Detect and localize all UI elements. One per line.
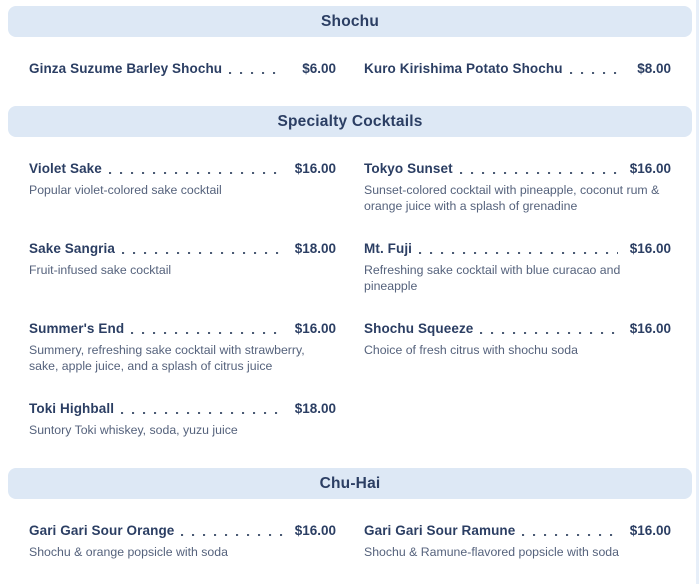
section-header-shochu	[8, 6, 692, 37]
item-name: Kuro Kirishima Potato Shochu	[364, 61, 563, 76]
section-title: Shochu	[320, 12, 380, 30]
dot-leader	[570, 72, 618, 74]
item-description: Shochu & Ramune-flavored popsicle with soda	[364, 545, 619, 559]
menu-item	[364, 241, 671, 294]
item-name: Tokyo Sunset	[364, 161, 453, 176]
section-header-specialty-cocktails	[8, 106, 692, 137]
dot-leader	[122, 252, 283, 254]
menu-item	[29, 321, 336, 374]
item-price: $18.00	[294, 241, 336, 256]
section-content	[8, 61, 692, 76]
item-name: Gari Gari Sour Orange	[29, 523, 175, 538]
menu-item	[29, 401, 336, 438]
menu-item	[364, 321, 671, 358]
section-content	[8, 161, 692, 438]
item-description: Shochu & orange popsicle with soda	[29, 545, 228, 559]
section-content	[8, 523, 692, 560]
section-specialty-cocktails	[8, 106, 692, 438]
menu-item	[29, 523, 336, 560]
item-name: Shochu Squeeze	[364, 321, 474, 336]
dot-leader	[109, 172, 283, 174]
dot-leader	[419, 252, 618, 254]
item-name: Mt. Fuji	[364, 241, 413, 256]
item-name: Gari Gari Sour Ramune	[364, 523, 516, 538]
dot-leader	[229, 72, 283, 74]
item-name: Toki Highball	[29, 401, 115, 416]
item-price: $8.00	[637, 61, 671, 76]
item-price: $16.00	[294, 321, 336, 336]
dot-leader	[480, 332, 618, 334]
section-chu-hai	[8, 468, 692, 560]
dot-leader	[181, 534, 283, 536]
dot-leader	[522, 534, 618, 536]
item-name: Sake Sangria	[29, 241, 115, 256]
item-description: Suntory Toki whiskey, soda, yuzu juice	[29, 423, 238, 437]
dot-leader	[121, 412, 283, 414]
menu-item	[29, 61, 336, 76]
item-price: $16.00	[629, 523, 671, 538]
item-description: Sunset-colored cocktail with pineapple, coconut rum & orange juice with a splash of grenadine	[364, 183, 660, 213]
item-description: Summery, refreshing sake cocktail with strawberry, sake, apple juice, and a splash of citrus juice	[29, 343, 305, 373]
item-description: Choice of fresh citrus with shochu soda	[364, 343, 578, 357]
menu-item	[364, 161, 671, 214]
menu-item	[29, 241, 336, 278]
dot-leader	[460, 172, 618, 174]
page-right-edge	[696, 0, 699, 584]
item-price: $6.00	[302, 61, 336, 76]
item-description: Fruit-infused sake cocktail	[29, 263, 172, 277]
item-price: $16.00	[294, 161, 336, 176]
item-price: $16.00	[629, 241, 671, 256]
item-name: Violet Sake	[29, 161, 102, 176]
item-price: $18.00	[294, 401, 336, 416]
item-price: $16.00	[629, 321, 671, 336]
item-price: $16.00	[629, 161, 671, 176]
section-title: Chu-Hai	[319, 474, 381, 492]
item-price: $16.00	[294, 523, 336, 538]
menu-item	[364, 61, 671, 76]
item-description: Popular violet-colored sake cocktail	[29, 183, 222, 197]
section-title: Specialty Cocktails	[277, 112, 423, 130]
item-name: Ginza Suzume Barley Shochu	[29, 61, 223, 76]
dot-leader	[131, 332, 283, 334]
section-header-chu-hai	[8, 468, 692, 499]
item-description: Refreshing sake cocktail with blue curacao and pineapple	[364, 263, 621, 293]
menu-item	[29, 161, 336, 198]
item-name: Summer's End	[29, 321, 125, 336]
menu-item	[364, 523, 671, 560]
section-shochu	[8, 6, 692, 76]
